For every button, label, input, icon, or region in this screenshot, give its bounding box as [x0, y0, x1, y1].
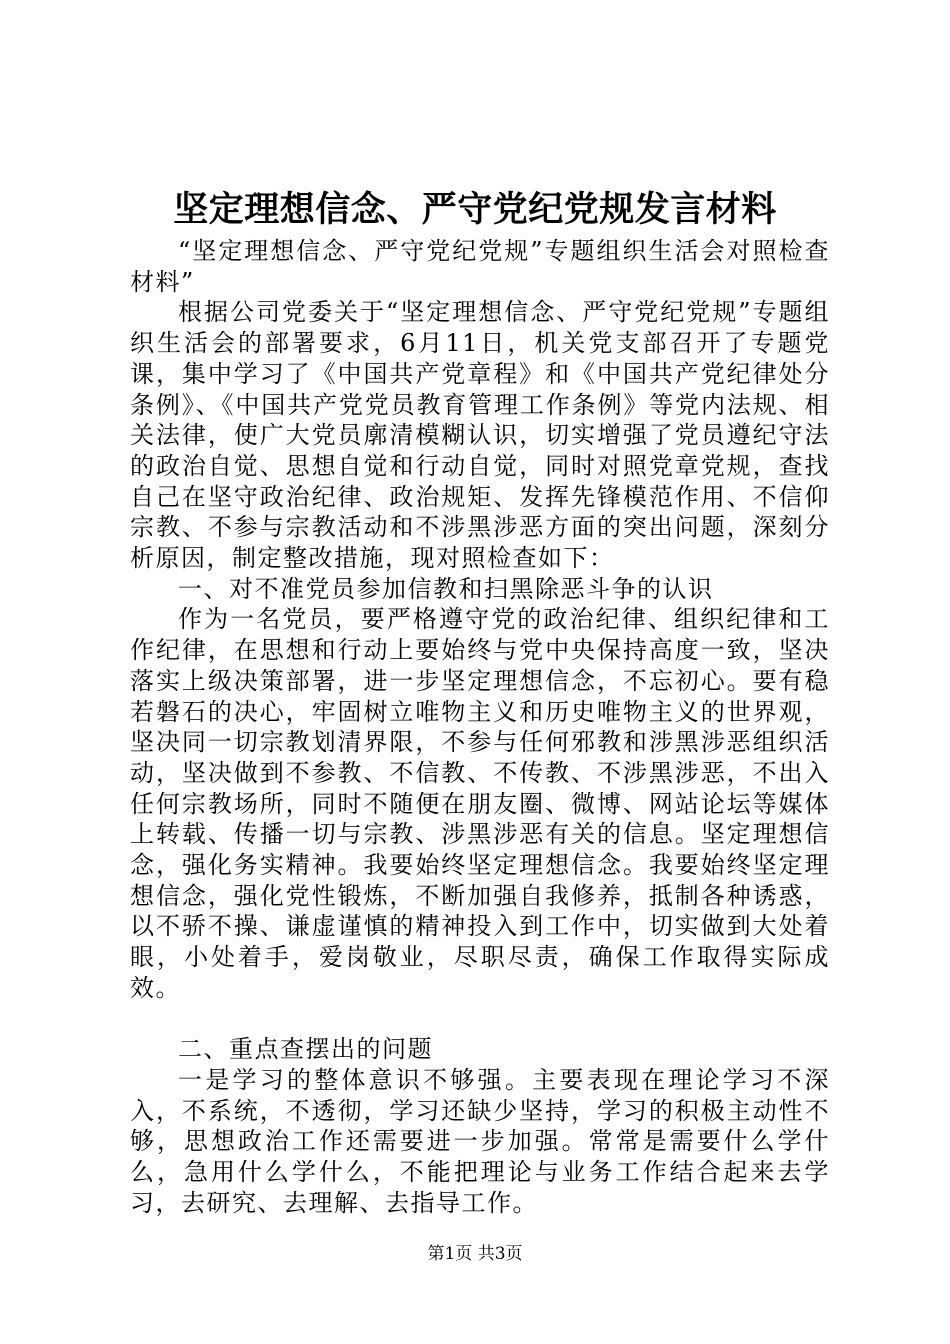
paragraph-intro: 根据公司党委关于“坚定理想信念、严守党纪党规”专题组织生活会的部署要求，6月11日，机关党支部召开了专题党课，集中学习了《中国共产党章程》和《中国共产党纪律处分条例》、《中国共产党党员教育管理工作条例》等党内法规、相关法律，使广大党员廓清模糊认识，切实增强了党员遵纪守法的政治自觉、思想自觉和行动自觉，同时对照党章党规，查找自己在坚守政治纪律、政治规矩、发挥先锋模范作用、不信仰宗教、不参与宗教活动和不涉黑涉恶方面的突出问题，深刻分析原因，制定整改措施，现对照检查如下：	[130, 298, 830, 573]
document-body	[130, 236, 830, 1218]
paragraph-section-1: 作为一名党员，要严格遵守党的政治纪律、组织纪律和工作纪律，在思想和行动上要始终与党中央保持高度一致，坚决落实上级决策部署，进一步坚定理想信念，不忘初心。要有稳若磐石的决心，牢固树立唯物主义和历史唯物主义的世界观，坚决同一切宗教划清界限，不参与任何邪教和涉黑涉恶组织活动，坚决做到不参教、不信教、不传教、不涉黑涉恶，不出入任何宗教场所，同时不随便在朋友圈、微博、网站论坛等媒体上转载、传播一切与宗教、涉黑涉恶有关的信息。坚定理想信念，强化务实精神。我要始终坚定理想信念。我要始终坚定理想信念，强化党性锻炼，不断加强自我修养，抵制各种诱惑，以不骄不操、谦虚谨慎的精神投入到工作中，切实做到大处着眼，小处着手，爱岗敬业，尽职尽责，确保工作取得实际成效。	[130, 605, 830, 1002]
document-title: 坚定理想信念、严守党纪党规发言材料	[173, 189, 777, 230]
paragraph-subtitle: “坚定理想信念、严守党纪党规”专题组织生活会对照检查材料”	[130, 237, 830, 296]
paragraph-section-2: 一是学习的整体意识不够强。主要表现在理论学习不深入，不系统，不透彻，学习还缺少坚持，学习的积极主动性不够，思想政治工作还需要进一步加强。常常是需要什么学什么，急用什么学什么，不能把理论与业务工作结合起来去学习，去研究、去理解、去指导工作。	[130, 1065, 830, 1217]
page-footer: 第1页 共3页	[427, 1244, 523, 1264]
section-heading-1: 一、对不准党员参加信教和扫黑除恶斗争的认识	[178, 574, 714, 603]
section-heading-2: 二、重点查摆出的问题	[178, 1035, 433, 1064]
